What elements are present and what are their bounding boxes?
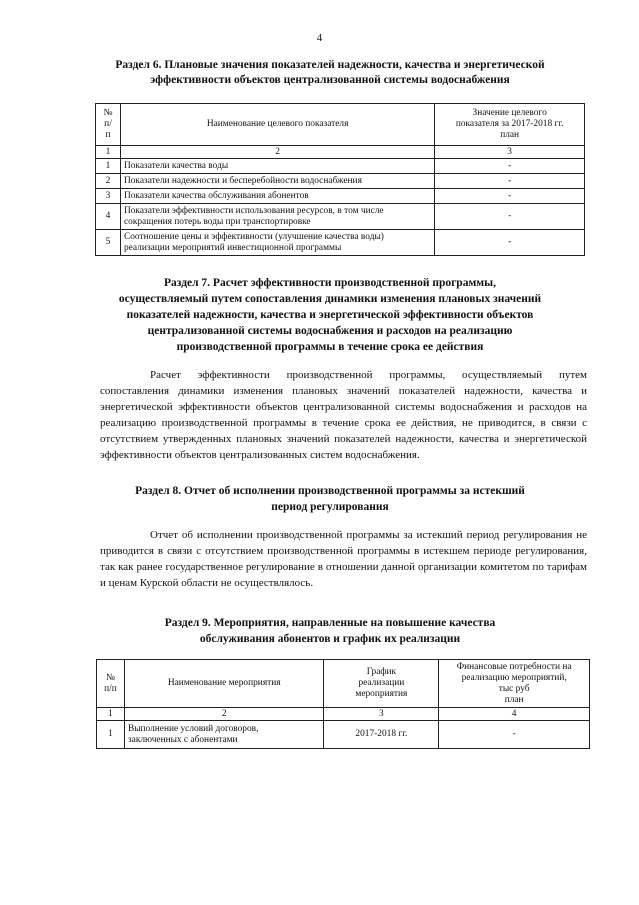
s9-colnum: 2 [124,708,324,721]
section9-title [60,615,600,647]
s9-colnum: 1 [97,708,125,721]
section7-title-line2: осуществляемый путем сопоставления динамики изменения плановых значений [118,293,542,305]
s9-header-schedule-l1: График [366,667,397,677]
section9-title-line1: Раздел 9. Мероприятия, направленные на повышение качества [164,617,496,629]
s9-header-finance-l2: реализацию мероприятий, [461,672,567,683]
row-name-l1: Показатели эффективности использования ресурсов, в том числе [123,205,384,216]
row-name: Показатели надежности и бесперебойности водоснабжения [120,174,434,189]
row-num: 5 [96,230,121,256]
s9-header-finance [439,660,590,708]
row-name-l1: Выполнение условий договоров, [127,723,259,734]
row-name [120,230,434,256]
s6-header-num-l3: п [105,130,111,140]
table-row [96,159,585,174]
section7-title-line3: показателей надежности, качества и энергетической эффективности объектов [126,309,534,321]
s6-header-num-l2: п/ [104,119,112,129]
row-num: 2 [96,174,121,189]
s6-colnum-row [96,146,585,159]
s9-colnum-row [97,708,590,721]
row-name: Показатели качества обслуживания абонентов [120,189,434,204]
row-name-l2: заключенных с абонентами [127,734,238,745]
section8-title [60,483,600,515]
table-row [96,189,585,204]
s9-header-name: Наименование мероприятия [124,660,324,708]
section8-title-line1: Раздел 8. Отчет об исполнении производственной программы за истекший [135,485,525,497]
s6-colnum: 1 [96,146,121,159]
s6-colnum: 2 [120,146,434,159]
row-name: Показатели качества воды [120,159,434,174]
page-number: 4 [316,32,323,44]
row-schedule: 2017-2018 гг. [324,721,439,749]
s6-header-value-l1: Значение целевого [472,108,547,118]
table-row [96,204,585,230]
section6-table [95,103,585,256]
section8-title-line2: период регулирования [271,501,389,513]
s9-header-finance-l1: Финансовые потребности на [456,661,572,672]
section7-title-line1: Раздел 7. Расчет эффективности производственной программы, [164,277,496,289]
s6-header-num-l1: № [103,108,113,118]
section9-header-row [97,660,590,708]
row-value: - [435,204,585,230]
s9-colnum: 3 [324,708,439,721]
section6-title-line1: Раздел 6. Плановые значения показателей надежности, качества и энергетической [115,59,545,71]
s6-header-value-l3: план [500,130,520,140]
row-name-l2: сокращения потерь воды при транспортировке [123,216,311,227]
section7-paragraph: Расчет эффективности производственной программы, осуществляемый путем сопоставления динамики изменения плановых значений показателей надежности, качества и энергетической эффективности объектов централизованной системы водоснабжения и расходов на реализацию производственной программы в течение срока ее действия, не приводится, в связи с отсутствием утвержденных плановых значений показателей надежности, качества и энергетической эффективности объектов централизованных систем водоснабжения. [100,369,587,461]
section8-paragraph: Отчет об исполнении производственной программы за истекший период регулирования не приводится в связи с отсутствием производственной программы в истекшем периоде регулирования, так как ранее государственное регулирование в отношении данной организации комитетом по тарифам и ценам Курской области не осуществлялось. [100,529,587,589]
section7-title-line5: производственной программы в течение срока ее действия [176,341,484,353]
section7-title-line4: централизованной системы водоснабжения и расходов на реализацию [147,325,513,337]
row-name-l1: Соотношение цены и эффективности (улучшение качества воды) [123,231,384,242]
s6-header-name: Наименование целевого показателя [120,104,434,146]
s9-header-num [97,660,125,708]
row-num: 3 [96,189,121,204]
section9-table [96,659,590,749]
s9-header-schedule-l2: реализации [358,678,405,688]
s6-colnum: 3 [435,146,585,159]
table-row [96,230,585,256]
row-finance: - [439,721,590,749]
row-value: - [435,174,585,189]
s6-header-value-l2: показателя за 2017-2018 гг. [455,119,564,129]
section6-title [60,58,600,88]
s9-header-finance-l3: тыс руб [498,683,530,694]
row-name [124,721,324,749]
s6-header-num [96,104,121,146]
section6-header-row [96,104,585,146]
section6-title-line2: эффективности объектов централизованной системы водоснабжения [150,74,510,86]
s9-header-schedule [324,660,439,708]
row-value: - [435,159,585,174]
s9-header-num-l1: № [106,672,115,683]
row-num: 4 [96,204,121,230]
table-row [97,721,590,749]
row-value: - [435,189,585,204]
s9-header-schedule-l3: мероприятия [355,689,408,699]
s9-colnum: 4 [439,708,590,721]
s9-header-finance-l4: план [504,694,524,705]
s9-header-num-l2: п/п [104,683,117,694]
section9-title-line2: обслуживания абонентов и график их реализации [199,633,461,645]
table-row [96,174,585,189]
s6-header-value [435,104,585,146]
row-num: 1 [96,159,121,174]
row-num: 1 [97,721,125,749]
row-value: - [435,230,585,256]
row-name [120,204,434,230]
row-name-l2: реализации мероприятий инвестиционной программы [123,242,342,253]
section7-title [60,275,600,355]
